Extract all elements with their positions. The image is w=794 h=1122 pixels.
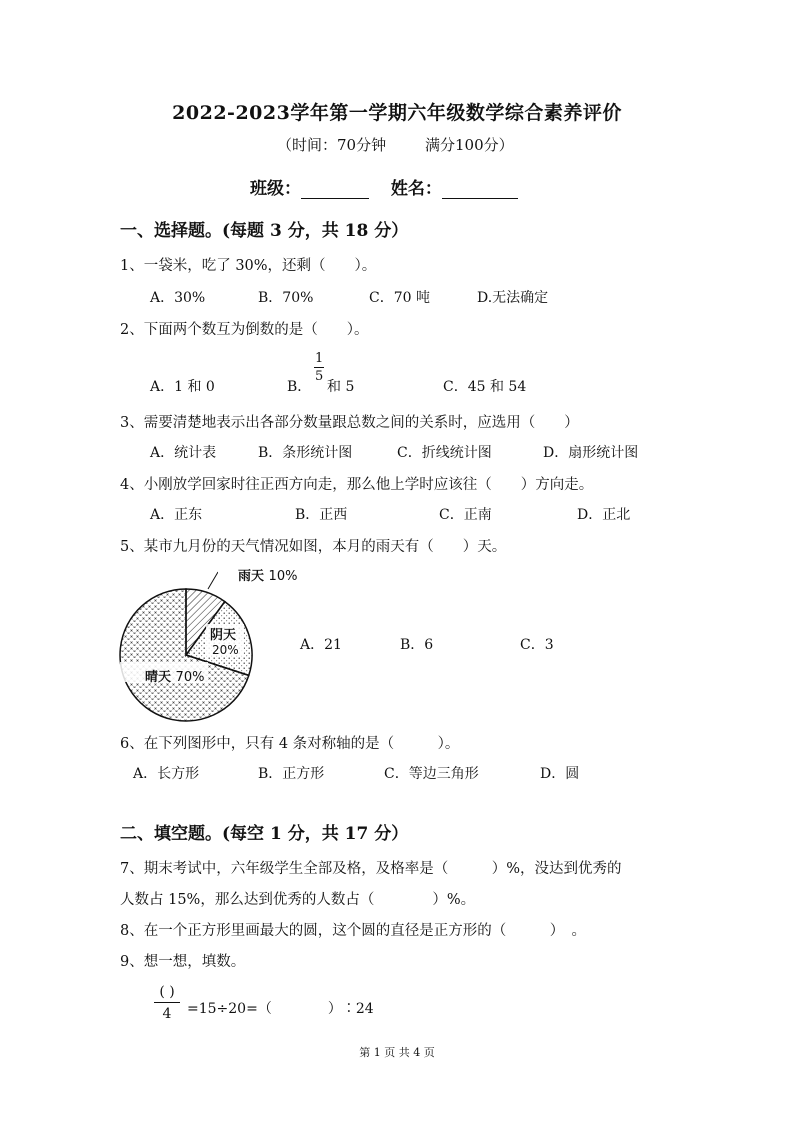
fraction-denominator: 5 xyxy=(315,369,324,384)
q1-option-a: A．30% xyxy=(150,290,206,306)
q9-expression: =15÷20=（ ）∶24 xyxy=(187,1001,374,1017)
q1-option-d: D.无法确定 xyxy=(477,290,549,306)
name-blank[interactable] xyxy=(442,180,518,199)
q9-fraction-numerator[interactable]: ( ) xyxy=(159,984,175,1000)
section-1-heading: 一、选择题。(每题 3 分，共 18 分） xyxy=(120,221,409,241)
q2-option-a: A．1 和 0 xyxy=(150,379,215,395)
q1-option-c: C．70 吨 xyxy=(369,290,430,306)
q4-option-b: B．正西 xyxy=(295,507,348,523)
q6-option-b: B．正方形 xyxy=(258,766,325,782)
pie-label-rain: 雨天 10% xyxy=(238,569,298,584)
full-score: 满分100分） xyxy=(425,136,514,154)
q2-option-c: C．45 和 54 xyxy=(443,379,527,395)
class-label: 班级： xyxy=(250,179,301,199)
q6-option-c: C．等边三角形 xyxy=(384,766,479,782)
question-7-line-1: 7、期末考试中，六年级学生全部及格，及格率是（ ）%，没达到优秀的 xyxy=(120,861,622,877)
fraction-numerator: 1 xyxy=(315,351,324,366)
question-8: 8、在一个正方形里画最大的圆，这个圆的直径是正方形的（ ） 。 xyxy=(120,923,586,939)
pie-pct-cloudy: 20% xyxy=(212,643,239,657)
pie-label-cloudy: 阴天 xyxy=(210,628,237,643)
q4-option-c: C．正南 xyxy=(439,507,492,523)
time-limit: （时间：70分钟 xyxy=(277,136,387,154)
q3-option-c: C．折线统计图 xyxy=(397,445,492,461)
question-3: 3、需要清楚地表示出各部分数量跟总数之间的关系时，应选用（ ） xyxy=(120,415,579,431)
q4-option-a: A．正东 xyxy=(150,507,203,523)
q5-option-b: B．6 xyxy=(400,637,434,653)
pie-label-sunny: 晴天 70% xyxy=(145,670,205,685)
class-field xyxy=(250,174,518,199)
page-title: 2022-2023学年第一学期六年级数学综合素养评价 xyxy=(172,102,622,124)
question-4: 4、小刚放学回家时往正西方向走，那么他上学时应该往（ ）方向走。 xyxy=(120,477,594,493)
question-1: 1、一袋米，吃了 30%，还剩（ ）。 xyxy=(120,258,377,274)
q1-option-b: B．70% xyxy=(258,290,314,306)
class-blank[interactable] xyxy=(301,180,369,199)
q3-option-d: D．扇形统计图 xyxy=(543,445,639,461)
question-5: 5、某市九月份的天气情况如图，本月的雨天有（ ）天。 xyxy=(120,539,507,555)
name-label: 姓名： xyxy=(390,179,442,199)
question-7-line-2: 人数占 15%，那么达到优秀的人数占（ ）%。 xyxy=(120,892,476,908)
q6-option-a: A．长方形 xyxy=(133,766,200,782)
question-2: 2、下面两个数互为倒数的是（ ）。 xyxy=(120,322,369,338)
q9-fraction-denominator: 4 xyxy=(162,1006,172,1022)
question-9: 9、想一想，填数。 xyxy=(120,954,246,970)
q3-option-a: A．统计表 xyxy=(150,445,217,461)
q5-option-a: A．21 xyxy=(300,637,342,653)
question-6: 6、在下列图形中，只有 4 条对称轴的是（ ）。 xyxy=(120,736,460,752)
rain-leader-line xyxy=(208,572,218,589)
section-2-heading: 二、填空题。(每空 1 分，共 17 分） xyxy=(120,824,409,844)
q4-option-d: D．正北 xyxy=(577,507,631,523)
q3-option-b: B．条形统计图 xyxy=(258,445,353,461)
page-footer: 第 1 页 共 4 页 xyxy=(359,1046,435,1059)
q6-option-d: D．圆 xyxy=(540,766,580,782)
q5-option-c: C．3 xyxy=(520,637,554,653)
weather-pie-chart xyxy=(118,562,258,722)
